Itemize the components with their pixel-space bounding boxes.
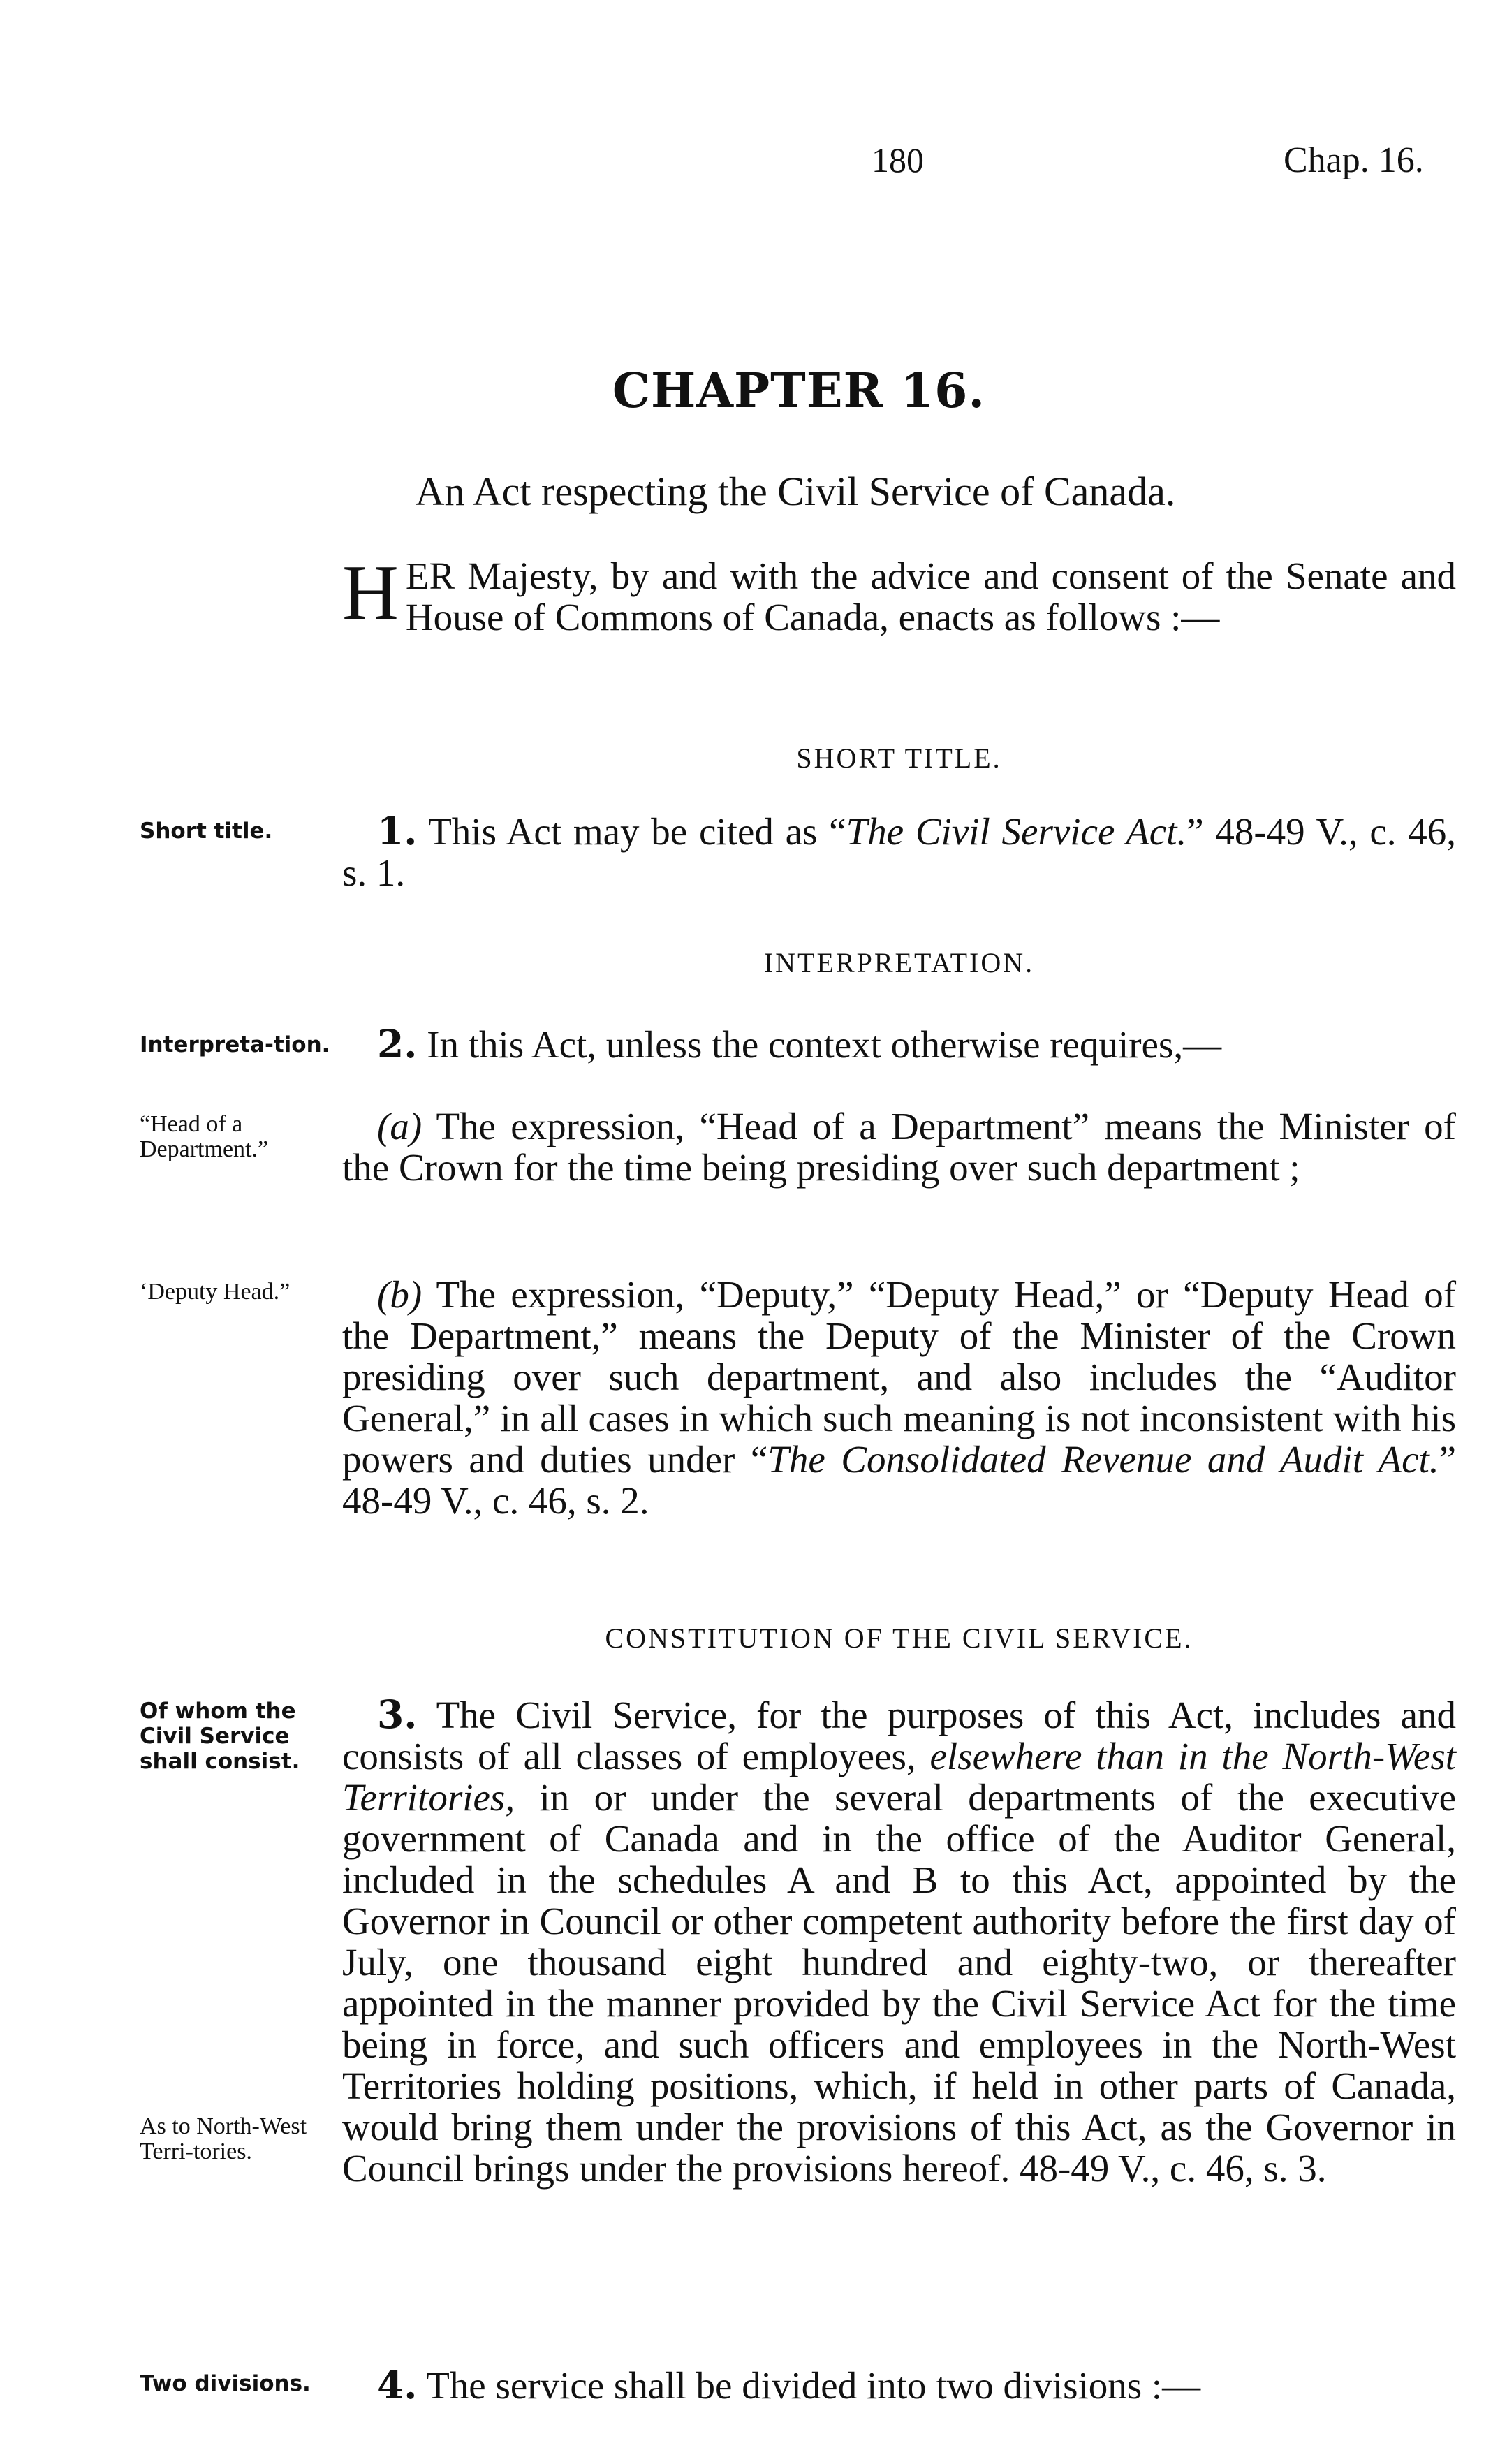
section-4 [342,2364,1456,2406]
section-number: 4. [377,2362,418,2407]
chapter-title: CHAPTER 16. [612,363,986,419]
margin-note-short-title: Short title. [140,819,273,844]
page-header [0,140,1507,189]
act-short-title: The Civil Service Act. [846,810,1187,853]
section-number: 3. [377,1692,418,1737]
margin-note-deputy-head: ‘Deputy Head.” [140,1279,291,1305]
margin-note-north-west: As to North-West Terri-tories. [140,2113,307,2164]
heading-interpretation: INTERPRETATION. [763,947,1035,978]
act-name-italic: The Consolidated Revenue and Audit Act. [767,1438,1439,1481]
margin-note-head-of-department: “Head of a Department.” [140,1111,269,1162]
section-number: 2. [377,1021,418,1066]
section-text-continued: in or under the several departments of the executive government of Canada and in the office of the Auditor General, included in the schedules A and B to this Act, appointed by the Governor in Council or other competent authority before the first day of July, one thousand eight hundred and eighty-two, or thereafter appointed in the manner provided by the Civil Service Act for the time being in force, and such officers and employees in the North-West Territories holding positions, which, if held in other parts of Canada, would bring them under the provisions of this Act, as the Governor in Council brings under the provisions hereof. 48-49 V., c. 46, s. 3. [342,1776,1456,2190]
paragraph-citation: ” 48-49 V., c. 46, s. 2. [342,1438,1456,1522]
act-title: An Act respecting the Civil Service of Canada. [415,469,1176,514]
section-1 [342,810,1456,893]
heading-constitution: CONSTITUTION OF THE CIVIL SERVICE. [605,1622,1193,1654]
paragraph-2b [342,1274,1456,1521]
margin-note-two-divisions: Two divisions. [140,2371,311,2396]
running-chapter-label: Chap. 16. [1284,140,1424,180]
enacting-text: ER Majesty, by and with the advice and consent of the Senate and House of Commons of Canada, enacts as follows :— [405,555,1456,638]
heading-short-title: SHORT TITLE. [796,742,1002,774]
page-number: 180 [872,140,924,179]
section-text: The Civil Service, for the purposes of this Act, includes and consists of all classes of employees, [342,1694,1456,1777]
section-citation: ” 48-49 V., c. 46, s. 1. [342,810,1456,894]
section-number: 1. [377,808,418,853]
paragraph-text: The expression, “Deputy,” “Deputy Head,” or “Deputy Head of the Department,” means the Deputy of the Minister of the Crown presiding over such department, and also includes the “Auditor General,” in all cases in which such meaning is not inconsistent with his powers and duties under “ [342,1273,1457,1481]
paragraph-2a [342,1106,1456,1188]
enacting-clause [342,550,1456,638]
margin-note-of-whom: Of whom the Civil Service shall consist. [140,1699,300,1774]
paragraph-label: (a) [377,1105,422,1147]
section-2 [342,1023,1456,1065]
drop-cap: H [342,550,399,636]
paragraph-text: The expression, “Head of a Department” means the Minister of the Crown for the time being presiding over such department ; [342,1105,1456,1189]
section-text: In this Act, unless the context otherwise requires,— [427,1023,1222,1066]
section-text-italic: elsewhere than in the North-West Territories, [342,1735,1457,1819]
margin-note-interpretation: Interpreta-tion. [140,1032,330,1057]
section-text: The service shall be divided into two divisions :— [426,2364,1201,2407]
section-text: This Act may be cited as “ [428,810,846,853]
paragraph-label: (b) [377,1273,422,1316]
section-3 [342,1694,1456,2189]
